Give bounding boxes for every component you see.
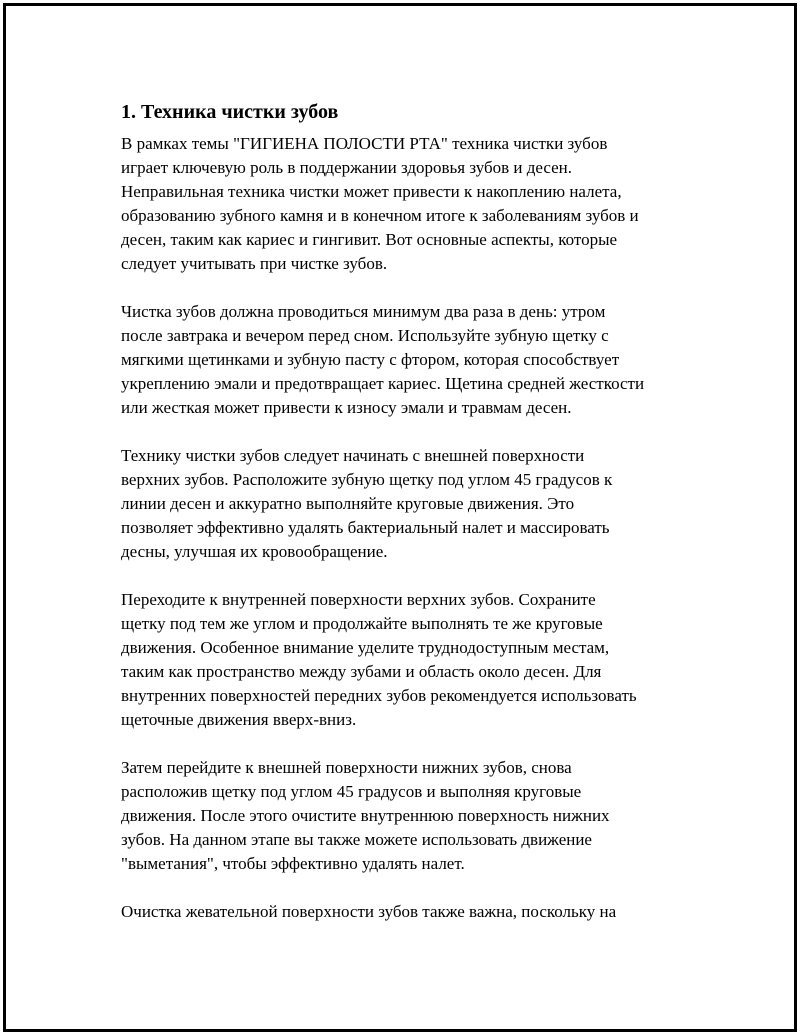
paragraph-intro [121, 132, 701, 276]
text-line: "выметания", чтобы эффективно удалять налет. [121, 854, 465, 873]
text-line: после завтрака и вечером перед сном. Используйте зубную щетку с [121, 326, 609, 345]
text-line: зубов. На данном этапе вы также можете использовать движение [121, 830, 592, 849]
text-line: Чистка зубов должна проводиться минимум два раза в день: утром [121, 302, 606, 321]
text-line: Технику чистки зубов следует начинать с внешней поверхности [121, 446, 585, 465]
paragraph-inner-upper [121, 588, 701, 732]
text-line: Переходите к внутренней поверхности верхних зубов. Сохраните [121, 590, 596, 609]
text-line: внутренних поверхностей передних зубов рекомендуется использовать [121, 686, 637, 705]
paragraph-outer-upper [121, 444, 701, 564]
text-line: играет ключевую роль в поддержании здоровья зубов и десен. [121, 158, 573, 177]
text-line: линии десен и аккуратно выполняйте круговые движения. Это [121, 494, 575, 513]
text-line: позволяет эффективно удалять бактериальный налет и массировать [121, 518, 610, 537]
text-line: движения. После этого очистите внутреннюю поверхность нижних [121, 806, 610, 825]
text-line: или жесткая может привести к износу эмали и травмам десен. [121, 398, 572, 417]
text-line: расположив щетку под углом 45 градусов и выполняя круговые [121, 782, 582, 801]
text-line: движения. Особенное внимание уделите труднодоступным местам, [121, 638, 610, 657]
text-line: десны, улучшая их кровообращение. [121, 542, 388, 561]
text-line: щетку под тем же углом и продолжайте выполнять те же круговые [121, 614, 603, 633]
text-line: Неправильная техника чистки может привести к накоплению налета, [121, 182, 622, 201]
page-frame [3, 3, 797, 1032]
document-heading: 1. Техника чистки зубов [121, 101, 339, 123]
text-line: В рамках темы "ГИГИЕНА ПОЛОСТИ РТА" техника чистки зубов [121, 134, 608, 153]
paragraph-lower [121, 756, 701, 876]
text-line: Очистка жевательной поверхности зубов также важна, поскольку на [121, 902, 617, 921]
paragraph-frequency [121, 300, 701, 420]
text-line: верхних зубов. Расположите зубную щетку под углом 45 градусов к [121, 470, 613, 489]
text-line: Затем перейдите к внешней поверхности нижних зубов, снова [121, 758, 572, 777]
text-line: десен, таким как кариес и гингивит. Вот основные аспекты, которые [121, 230, 618, 249]
text-line: щеточные движения вверх-вниз. [121, 710, 357, 729]
text-line: мягкими щетинками и зубную пасту с фтором, которая способствует [121, 350, 620, 369]
text-line: укреплению эмали и предотвращает кариес. Щетина средней жесткости [121, 374, 645, 393]
text-line: следует учитывать при чистке зубов. [121, 254, 388, 273]
text-line: таким как пространство между зубами и область около десен. Для [121, 662, 602, 681]
paragraph-chewing [121, 900, 701, 924]
document-body [121, 98, 701, 948]
text-line: образованию зубного камня и в конечном итоге к заболеваниям зубов и [121, 206, 639, 225]
